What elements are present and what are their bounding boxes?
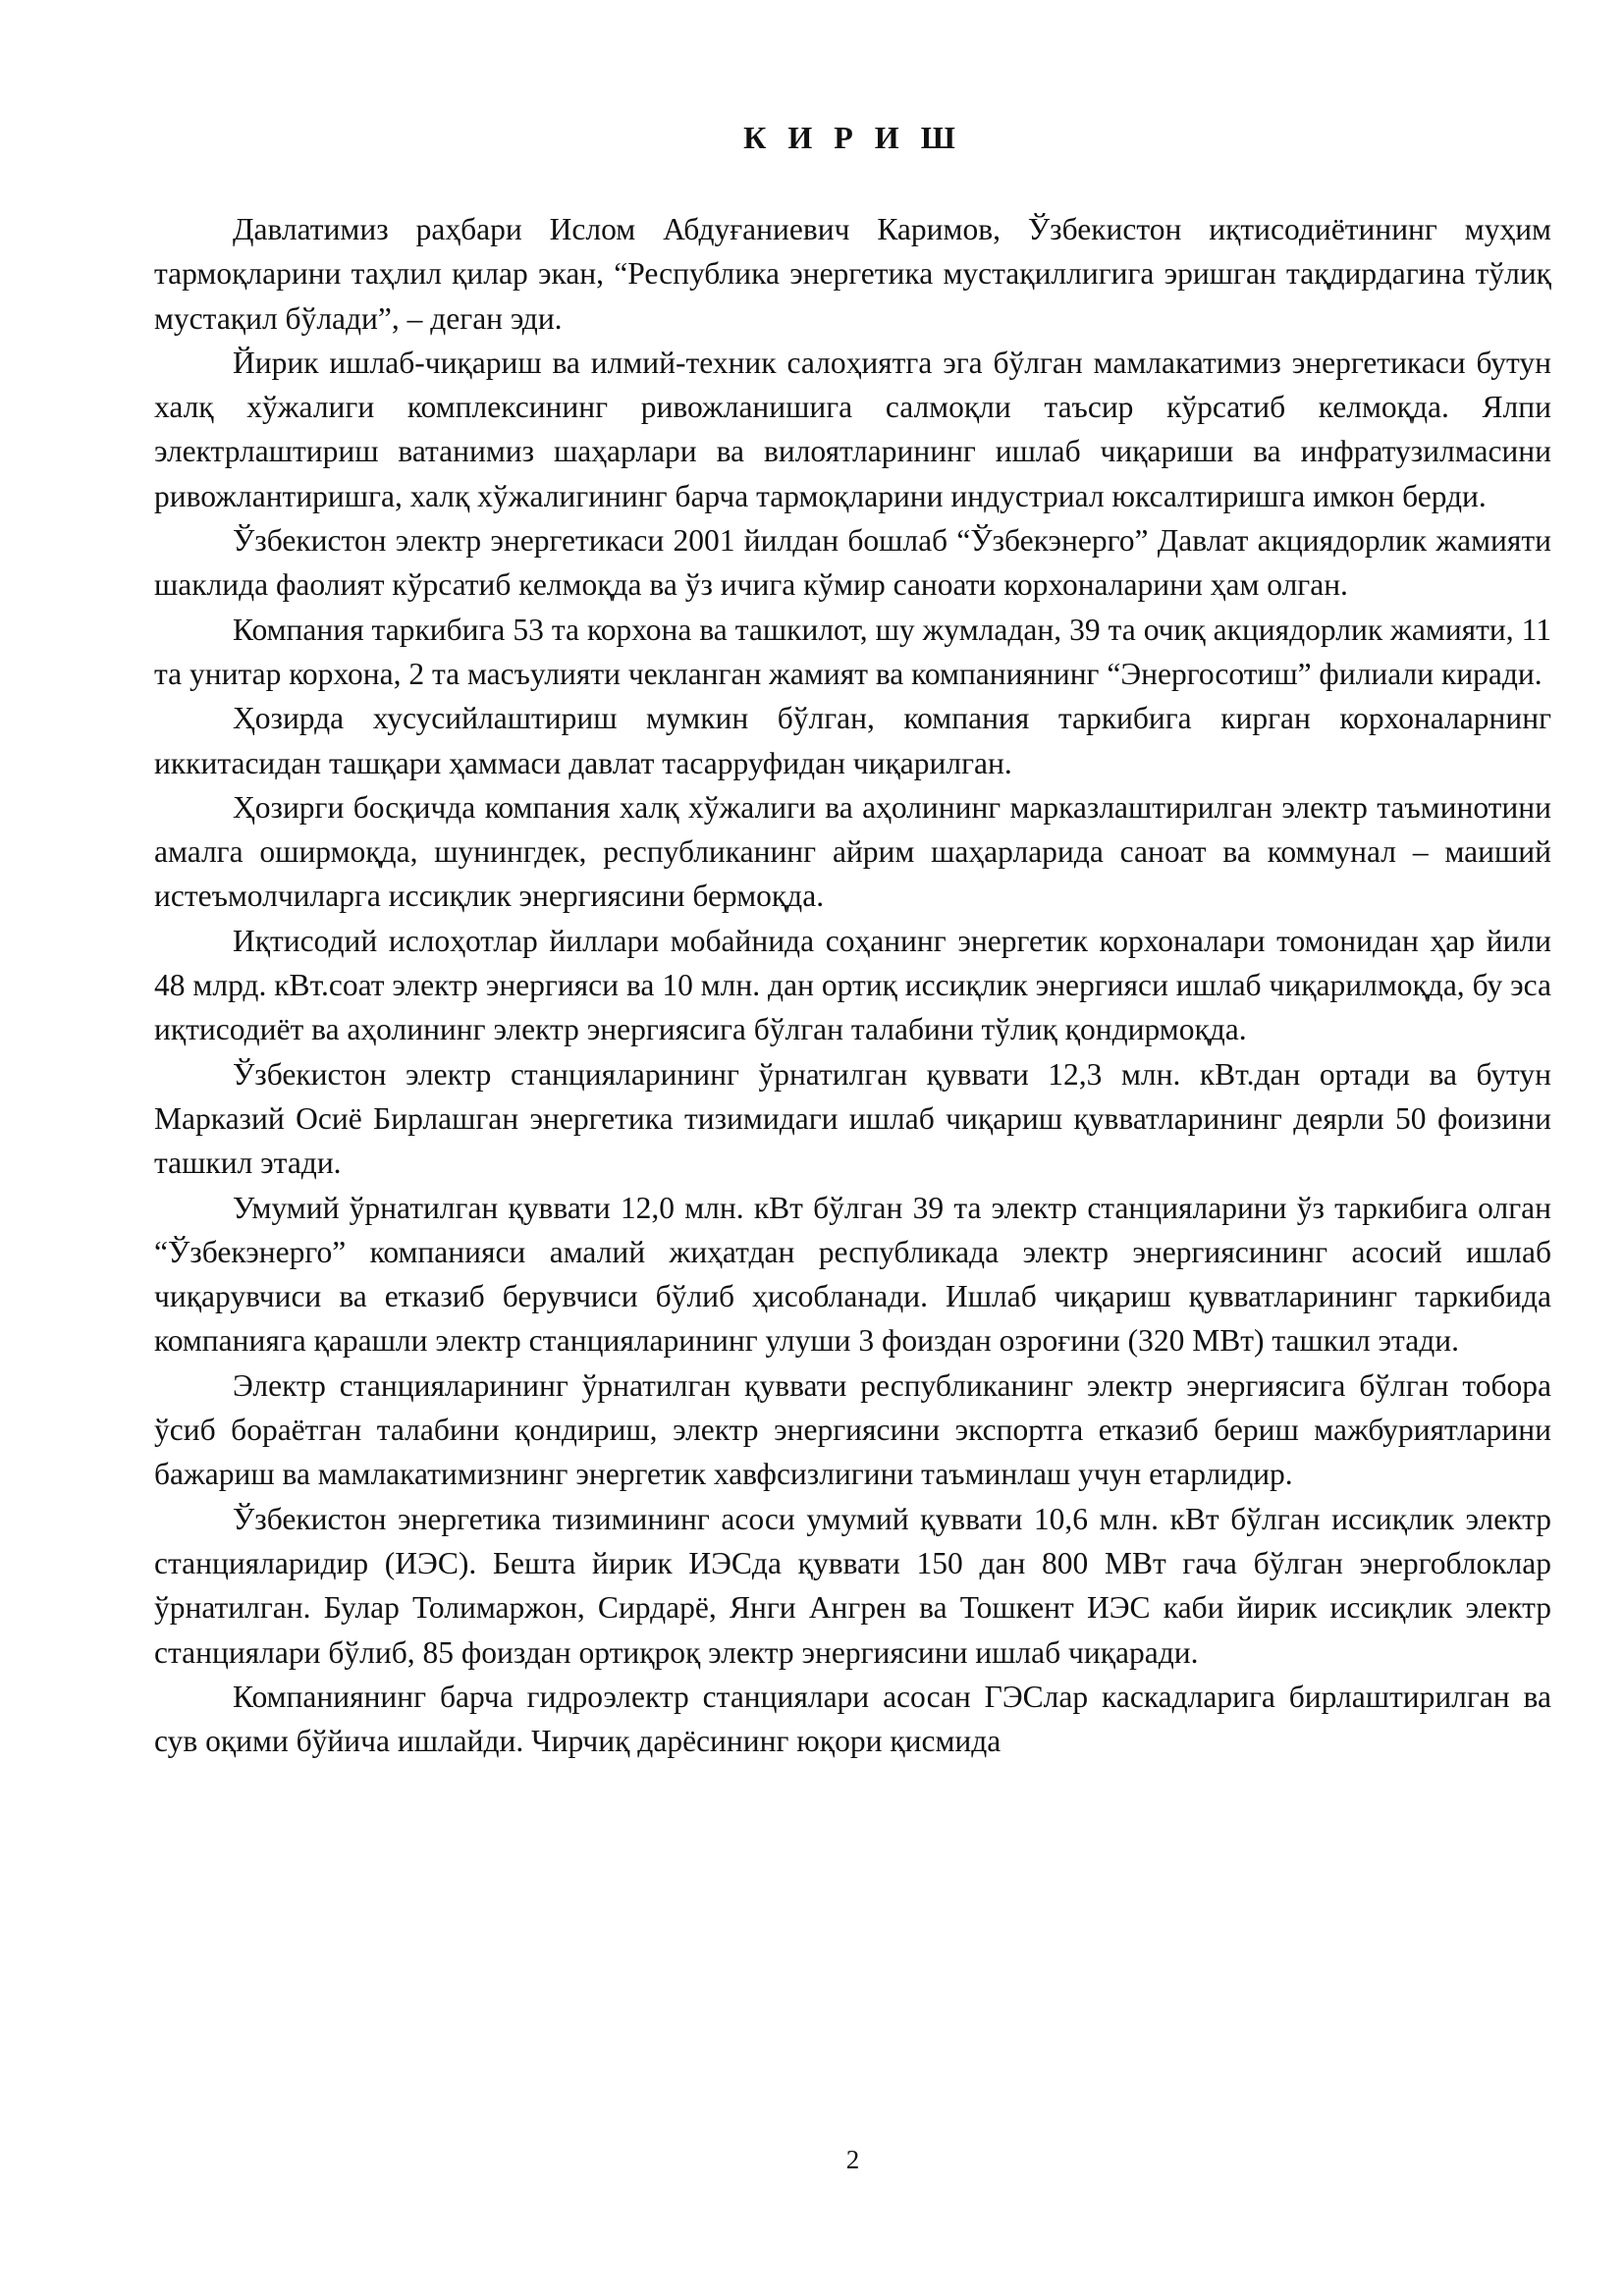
paragraph: Ҳозирда хусусийлаштириш мумкин бўлган, компания таркибига кирган корхоналарнинг иккитасидан ташқари ҳаммаси давлат тасарруфидан чиқарилган. xyxy=(154,701,1551,780)
paragraph: Умумий ўрнатилган қуввати 12,0 млн. кВт бўлган 39 та электр станцияларини ўз таркибига олган “Ўзбекэнерго” компанияси амалий жиҳатдан республикада электр энергиясининг асосий ишлаб чиқарувчиси ва етказиб берувчиси бўлиб ҳисобланади. Ишлаб чиқариш қувватларининг таркибида компанияга қарашли электр станцияларининг улуши 3 фоиздан озроғини (320 МВт) ташкил этади. xyxy=(154,1190,1551,1359)
paragraph: Ўзбекистон электр станцияларининг ўрнатилган қуввати 12,3 млн. кВт.дан ортади ва бутун Марказий Осиё Бирлашган энергетика тизимидаги ишлаб чиқариш қувватларининг деярли 50 фоизини ташкил этади. xyxy=(154,1056,1551,1181)
page-number: 2 xyxy=(845,2145,860,2174)
page-title: К И Р И Ш xyxy=(743,120,962,155)
paragraph: Иқтисодий ислоҳотлар йиллари мобайнида соҳанинг энергетик корхоналари томонидан ҳар йили 48 млрд. кВт.соат электр энергияси ва 10 млн. дан ортиқ иссиқлик энергияси ишлаб чиқарилмоқда, бу эса иқтисодиёт ва аҳолининг электр энергиясига бўлган талабини тўлиқ қондирмоқда. xyxy=(154,923,1551,1047)
body-text xyxy=(154,207,1551,1763)
paragraph: Компаниянинг барча гидроэлектр станциялари асосан ГЭСлар каскадларига бирлаштирилган ва сув оқими бўйича ишлайди. Чирчиқ дарёсининг юқори қисмида xyxy=(154,1679,1551,1759)
paragraph: Давлатимиз раҳбари Ислом Абдуғаниевич Каримов, Ўзбекистон иқтисодиётининг муҳим тармоқларини таҳлил қилар экан, “Республика энергетика мустақиллигига эришган тақдирдагина тўлиқ мустақил бўлади”, – деган эди. xyxy=(154,212,1551,336)
document-page xyxy=(154,0,1551,2296)
paragraph: Ўзбекистон электр энергетикаси 2001 йилдан бошлаб “Ўзбекэнерго” Давлат акциядорлик жамияти шаклида фаолият кўрсатиб келмоқда ва ўз ичига кўмир саноати корхоналарини ҳам олган. xyxy=(154,523,1551,603)
paragraph: Йирик ишлаб-чиқариш ва илмий-техник салоҳиятга эга бўлган мамлакатимиз энергетикаси бутун халқ хўжалиги комплексининг ривожланишига салмоқли таъсир кўрсатиб келмоқда. Ялпи электрлаштириш ватанимиз шаҳарлари ва вилоятларининг ишлаб чиқариши ва инфратузилмасини ривожлантиришга, халқ хўжалигининг барча тармоқларини индустриал юксалтиришга имкон берди. xyxy=(154,345,1551,513)
paragraph: Ҳозирги босқичда компания халқ хўжалиги ва аҳолининг марказлаштирилган электр таъминотини амалга оширмоқда, шунингдек, республиканинг айрим шаҳарларида саноат ва коммунал – маиший истеъмолчиларга иссиқлик энергиясини бермоқда. xyxy=(154,789,1551,914)
paragraph: Электр станцияларининг ўрнатилган қуввати республиканинг электр энергиясига бўлган тобора ўсиб бораётган талабини қондириш, электр энергиясини экспортга етказиб бериш мажбуриятларини бажариш ва мамлакатимизнинг энергетик хавфсизлигини таъминлаш учун етарлидир. xyxy=(154,1367,1551,1492)
paragraph: Компания таркибига 53 та корхона ва ташкилот, шу жумладан, 39 та очиқ акциядорлик жамияти, 11 та унитар корхона, 2 та масъулияти чекланган жамият ва компаниянинг “Энергосотиш” филиали киради. xyxy=(154,612,1551,691)
paragraph: Ўзбекистон энергетика тизимининг асоси умумий қуввати 10,6 млн. кВт бўлган иссиқлик электр станцияларидир (ИЭС). Бешта йирик ИЭСда қуввати 150 дан 800 МВт гача бўлган энергоблоклар ўрнатилган. Булар Толимаржон, Сирдарё, Янги Ангрен ва Тошкент ИЭС каби йирик иссиқлик электр станциялари бўлиб, 85 фоиздан ортиқроқ электр энергиясини ишлаб чиқаради. xyxy=(154,1501,1551,1670)
